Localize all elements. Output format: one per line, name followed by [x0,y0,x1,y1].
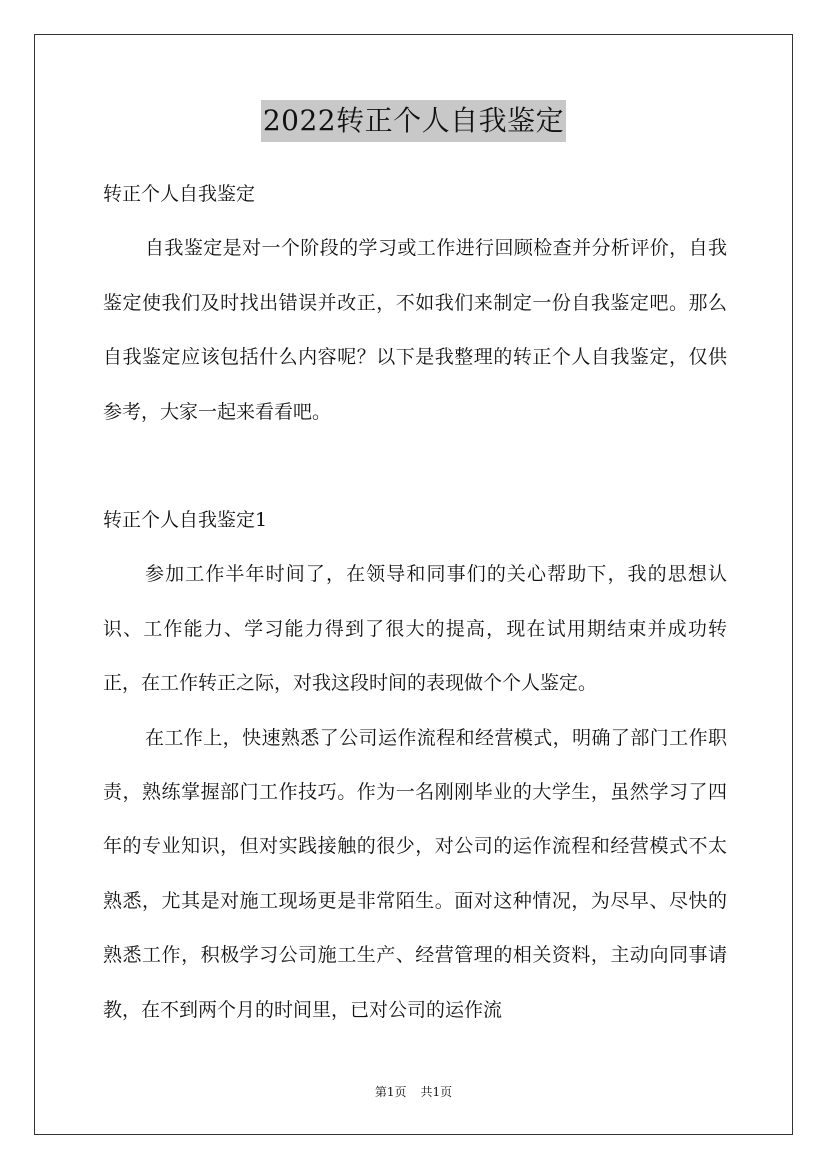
document-title: 2022转正个人自我鉴定 [261,100,566,142]
title-container [0,100,827,142]
document-body [103,167,727,1037]
section-heading-1: 转正个人自我鉴定1 [103,509,268,532]
paragraph-spacer [103,439,727,493]
paragraph-1: 参加工作半年时间了，在领导和同事们的关心帮助下，我的思想认识、工作能力、学习能力得到了很大的提高，现在试用期结束并成功转正，在工作转正之际，对我这段时间的表现做个个人鉴定。 [103,563,727,695]
page-total: 共1页 [420,1085,453,1099]
page-number: 第1页 [374,1085,407,1099]
paragraph-intro: 自我鉴定是对一个阶段的学习或工作进行回顾检查并分析评价，自我鉴定使我们及时找出错误并改正，不如我们来制定一份自我鉴定吧。那么自我鉴定应该包括什么内容呢？以下是我整理的转正个人自我鉴定，仅供参考，大家一起来看看吧。 [103,237,727,423]
page-footer [0,1084,827,1100]
section-heading-intro: 转正个人自我鉴定 [103,183,256,205]
paragraph-2: 在工作上，快速熟悉了公司运作流程和经营模式，明确了部门工作职责，熟练掌握部门工作技巧。作为一名刚刚毕业的大学生，虽然学习了四年的专业知识，但对实践接触的很少，对公司的运作流程和经营模式不太熟悉，尤其是对施工现场更是非常陌生。面对这种情况，为尽早、尽快的熟悉工作，积极学习公司施工生产、经营管理的相关资料，主动向同事请教，在不到两个月的时间里，已对公司的运作流 [103,726,727,1021]
